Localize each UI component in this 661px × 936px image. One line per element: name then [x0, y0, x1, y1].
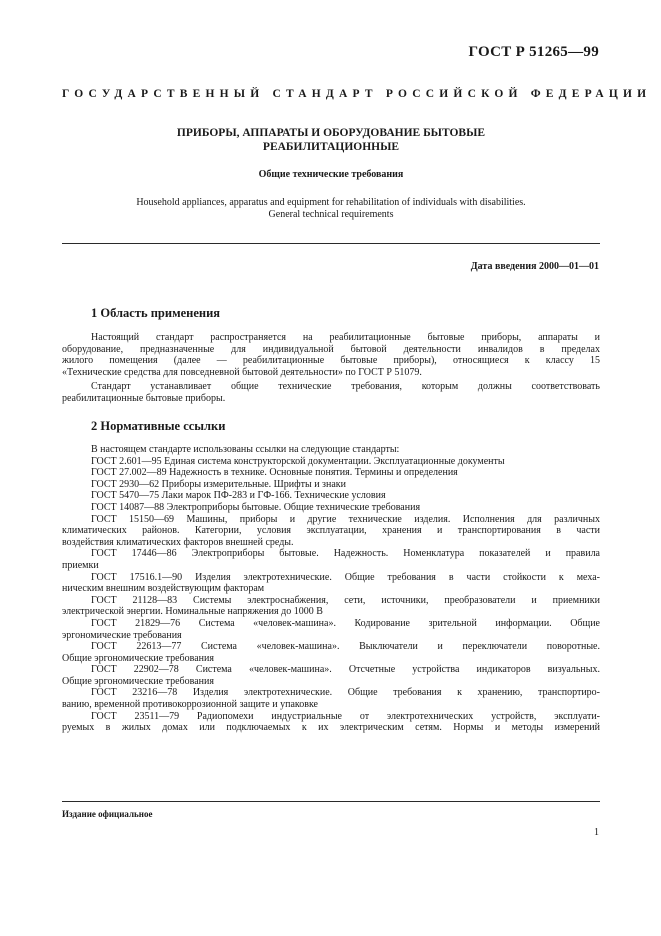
footer-divider: [62, 801, 600, 802]
introduction-date: Дата введения 2000—01—01: [470, 261, 599, 272]
reference-entry: ГОСТ 2.601—95 Единая система конструкторской документации. Эксплуатационные документы: [91, 455, 505, 467]
reference-entry: ГОСТ 17446—86 Электроприборы бытовые. Надежность. Номенклатура показателей и правила: [91, 548, 600, 560]
document-code: ГОСТ Р 51265—99: [468, 44, 599, 60]
document-title-line: РЕАБИЛИТАЦИОННЫЕ: [262, 141, 400, 153]
reference-entry: ГОСТ 22902—78 Система «человек-машина». Отсчетные устройства индикаторов визуальных.: [91, 664, 600, 676]
english-title: [62, 197, 600, 221]
english-title-line: General technical requirements: [268, 209, 394, 220]
reference-entry: ГОСТ 17516.1—90 Изделия электротехнические. Общие требования в части стойкости к меха-: [91, 571, 600, 583]
reference-entry-continuation: воздействия климатических факторов внешней среды.: [62, 536, 294, 548]
reference-entry-continuation: ническим внешним воздействующим факторам: [62, 583, 265, 595]
reference-entry-continuation: эргономические требования: [62, 629, 182, 641]
paragraph-line: реабилитационные бытовые приборы.: [62, 392, 226, 404]
section-references-body: [62, 444, 600, 734]
reference-entry: ГОСТ 23216—78 Изделия электротехнические. Общие требования к хранению, транспортиро-: [91, 687, 600, 699]
reference-entry-continuation: приемки: [62, 559, 99, 571]
reference-entry-continuation: электрической энергии. Номинальные напряжения до 1000 В: [62, 606, 323, 618]
document-title-line: ПРИБОРЫ, АППАРАТЫ И ОБОРУДОВАНИЕ БЫТОВЫЕ: [176, 127, 486, 139]
page-number: 1: [594, 827, 599, 838]
edition-note: Издание официальное: [62, 809, 153, 819]
document-subtitle: Общие технические требования: [258, 169, 404, 180]
section-scope-body: [62, 332, 600, 405]
reference-entry: ГОСТ 23511—79 Радиопомехи индустриальные от электротехнических устройств, эксплуати-: [91, 710, 600, 722]
reference-entry-continuation: руемых в жилых домах или подключаемых к их электрическим сетям. Нормы и методы измерений: [62, 722, 600, 734]
reference-entry: ГОСТ 5470—75 Лаки марок ПФ-283 и ГФ-166. Технические условия: [91, 490, 386, 502]
reference-entry: ГОСТ 27.002—89 Надежность в технике. Основные понятия. Термины и определения: [91, 467, 458, 479]
paragraph-line: оборудование, предназначенные для индивидуальной бытовой деятельности инвалидов в пределах: [62, 343, 600, 355]
paragraph-line: Настоящий стандарт распространяется на реабилитационные бытовые приборы, аппараты и: [91, 332, 600, 343]
header-divider: [62, 243, 600, 244]
reference-entry: ГОСТ 21829—76 Система «человек-машина». Кодирование зрительной информации. Общие: [91, 617, 600, 629]
references-intro: В настоящем стандарте использованы ссылки на следующие стандарты:: [91, 444, 400, 455]
reference-entry: ГОСТ 2930—62 Приборы измерительные. Шрифты и знаки: [91, 478, 346, 490]
document-title: [62, 126, 600, 154]
reference-entry: ГОСТ 21128—83 Системы электроснабжения, сети, источники, преобразователи и приемники: [91, 594, 600, 606]
reference-entry: ГОСТ 22613—77 Система «человек-машина». Выключатели и переключатели поворотные.: [91, 641, 600, 653]
reference-entry-continuation: климатических районов. Категории, условия эксплуатации, хранения и транспортирования в части: [62, 525, 600, 537]
reference-entry: ГОСТ 14087—88 Электроприборы бытовые. Общие технические требования: [91, 501, 421, 513]
section-heading-scope: 1 Область применения: [91, 306, 221, 320]
paragraph-line: Стандарт устанавливает общие технические требования, которым должны соответствовать: [91, 381, 600, 393]
reference-entry-continuation: Общие эргономические требования: [62, 675, 214, 687]
reference-entry: ГОСТ 15150—69 Машины, приборы и другие технические изделия. Исполнения для различных: [91, 513, 600, 525]
section-heading-references: 2 Нормативные ссылки: [91, 419, 226, 433]
reference-entry-continuation: Общие эргономические требования: [62, 652, 214, 664]
paragraph-line: жилого помещения (далее — реабилитационные бытовые приборы), относящиеся к классу 15: [62, 355, 600, 367]
paragraph-line: «Технические средства для повседневной бытовой деятельности» по ГОСТ Р 51079.: [62, 366, 422, 378]
english-title-line: Household appliances, apparatus and equipment for rehabilitation of individuals with disabilities.: [136, 197, 526, 208]
organization-title: ГОСУДАРСТВЕННЫЙ СТАНДАРТ РОССИЙСКОЙ ФЕДЕРАЦИИ: [62, 88, 652, 100]
reference-entry-continuation: ванию, временной противокоррозионной защите и упаковке: [62, 699, 318, 711]
